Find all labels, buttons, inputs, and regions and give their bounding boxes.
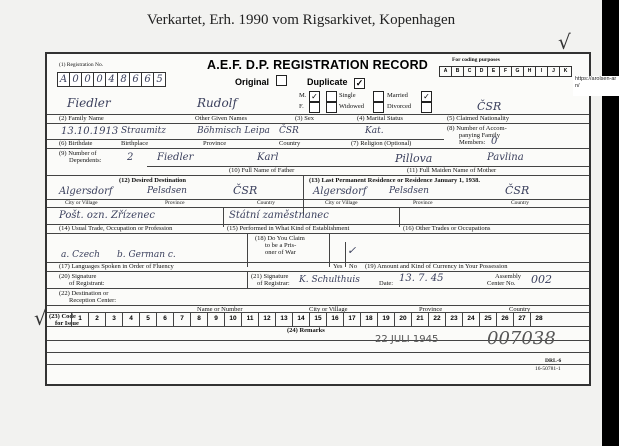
widowed-checkbox xyxy=(326,102,337,113)
single-checkbox xyxy=(326,91,337,102)
coding-letter: A xyxy=(439,66,451,77)
father-label: (10) Full Name of Father xyxy=(229,167,295,174)
sex-f-label: F. xyxy=(299,103,304,110)
dependents-label: (9) Number of xyxy=(59,150,97,157)
nationality-value: ČSR xyxy=(477,100,502,113)
family-name-value: Fiedler xyxy=(67,96,111,110)
registration-card xyxy=(45,52,591,386)
date-value: 13. 7. 45 xyxy=(399,273,444,284)
reg-no-char: 6 xyxy=(129,72,141,87)
given-name-value: Rudolf xyxy=(197,96,237,110)
code-box: 1 xyxy=(71,312,88,326)
province-label: Province xyxy=(203,140,227,147)
duplicate-checkbox: ✓ xyxy=(355,78,364,88)
accomp-label-3: Members: xyxy=(459,139,486,146)
birthplace-value: Straumitz xyxy=(121,126,167,136)
dependents-label-2: Dependents: xyxy=(69,157,102,164)
code-box: 3 xyxy=(105,312,122,326)
date-label: Date: xyxy=(379,280,394,287)
language-b-value: b. German c. xyxy=(117,250,176,260)
code-box: 20 xyxy=(394,312,411,326)
coding-letter: J xyxy=(547,66,559,77)
side-url-tooltip: https://arolsen-ar n/ xyxy=(573,76,619,96)
family-name-label: (2) Family Name xyxy=(59,115,104,122)
trade-value: Pošt. ozn. Zřízenec xyxy=(59,210,156,221)
last-country-label: Country xyxy=(511,200,530,206)
currency-label: (19) Amount and Kind of Currency in Your Possession xyxy=(365,263,508,270)
reg-no-char: 5 xyxy=(153,72,166,87)
city-village-label: City or Village xyxy=(309,306,348,313)
performed-label: (15) Performed in What Kind of Establishment xyxy=(227,225,350,232)
sex-m-label: M. xyxy=(299,92,307,99)
registrar-signature: K. Schulthuis xyxy=(299,275,360,285)
form-number: 16-50781-1 xyxy=(535,366,561,372)
single-label: Single xyxy=(339,92,356,99)
other-trades-label: (16) Other Trades or Occupations xyxy=(403,225,491,232)
coding-letter: C xyxy=(463,66,475,77)
rule xyxy=(47,148,589,149)
code-box: 21 xyxy=(411,312,428,326)
religion-value: Kat. xyxy=(365,126,384,136)
reg-no-char: 6 xyxy=(141,72,153,87)
widowed-label: Widowed xyxy=(339,103,365,110)
last-city-label: City or Village xyxy=(325,200,358,206)
code-box: 9 xyxy=(207,312,224,326)
coding-label: For coding purposes xyxy=(452,57,500,63)
remarks-label: (24) Remarks xyxy=(287,327,325,334)
divorced-checkbox xyxy=(421,102,432,113)
pow-no-label: No xyxy=(349,263,357,270)
reg-no-char: 4 xyxy=(105,72,117,87)
divorced-label: Divorced xyxy=(387,103,412,110)
rule xyxy=(247,271,248,288)
reg-no-char: 8 xyxy=(117,72,129,87)
center-value: 002 xyxy=(531,273,552,286)
code-box: 6 xyxy=(156,312,173,326)
receipt-stamp-date: 22 JULI 1945 xyxy=(375,334,439,345)
rule xyxy=(47,352,589,353)
code-box: 7 xyxy=(173,312,190,326)
coding-letter: K xyxy=(559,66,572,77)
code-box: 15 xyxy=(309,312,326,326)
code-box: 13 xyxy=(275,312,292,326)
province-value: Böhmisch Leipa xyxy=(197,126,270,136)
reception-label: Reception Center: xyxy=(69,297,117,304)
pow-check-mark: ✓ xyxy=(347,244,357,257)
code-box: 4 xyxy=(122,312,139,326)
last-country-value: ČSR xyxy=(505,184,530,197)
rule xyxy=(147,166,589,167)
form-title: A.E.F. D.P. REGISTRATION RECORD xyxy=(207,58,429,72)
sig-registrar-label: (21) Signature xyxy=(251,273,289,280)
province-label-2: Province xyxy=(419,306,443,313)
code-box: 17 xyxy=(343,312,360,326)
code-box: 27 xyxy=(513,312,530,326)
sex-f-checkbox xyxy=(309,102,320,113)
code-boxes xyxy=(71,312,547,326)
mother-given-value: Pavlina xyxy=(487,152,524,163)
sex-m-checkbox: ✓ xyxy=(309,91,320,102)
married-checkbox: ✓ xyxy=(421,91,432,102)
last-residence-label: (13) Last Permanent Residence or Residence January 1, 1938. xyxy=(309,177,481,184)
birthdate-value: 13.10.1913 xyxy=(61,126,119,137)
reg-no-label: (1) Registration No. xyxy=(59,62,104,68)
sex-label: (3) Sex xyxy=(295,115,314,122)
coding-letter: E xyxy=(487,66,499,77)
birthplace-label: Birthplace xyxy=(121,140,149,147)
desired-destination-label: (12) Desired Destination xyxy=(119,177,187,184)
married-box-placeholder xyxy=(373,91,384,102)
drl-label: DRL-6 xyxy=(545,358,562,364)
father-given-value: Karl xyxy=(257,152,279,163)
assembly-label: Assembly xyxy=(495,273,521,280)
mother-name-value: Pillova xyxy=(395,152,433,165)
reg-no-boxes xyxy=(57,72,166,87)
sig-registrant-label-2: of Registrant: xyxy=(69,280,105,287)
codes-label: (23) Code xyxy=(49,313,76,320)
sig-registrant-label: (20) Signature xyxy=(59,273,97,280)
code-box: 2 xyxy=(88,312,105,326)
code-box: 10 xyxy=(224,312,241,326)
reg-no-char: A xyxy=(57,72,69,87)
coding-boxes xyxy=(439,66,572,77)
code-box: 24 xyxy=(462,312,479,326)
coding-letter: G xyxy=(511,66,523,77)
margin-check-mark: √ xyxy=(34,306,47,330)
pow-label: (18) Do You Claim xyxy=(255,235,305,242)
accomp-label-2: panying Family xyxy=(459,132,500,139)
performed-value: Státní zaměstnanec xyxy=(229,210,329,221)
original-checkbox xyxy=(276,75,287,86)
corner-check-mark: √ xyxy=(558,30,571,54)
divorced-box-placeholder xyxy=(373,102,384,113)
accomp-value: 0 xyxy=(491,136,498,147)
pow-label-3: oner of War xyxy=(265,249,296,256)
coding-letter: I xyxy=(535,66,547,77)
reg-no-char: 0 xyxy=(93,72,105,87)
country-value: ČSR xyxy=(279,126,299,136)
dest-city-label: City or Village xyxy=(65,200,98,206)
rule xyxy=(47,364,589,365)
dest-country-label: Country xyxy=(257,200,276,206)
sig-registrar-label-2: of Registrar: xyxy=(257,280,290,287)
coding-letter: D xyxy=(475,66,487,77)
original-duplicate xyxy=(235,74,365,88)
dest-city-value: Algersdorf xyxy=(59,186,113,197)
coding-letter: B xyxy=(451,66,463,77)
accomp-label: (8) Number of Accom- xyxy=(447,125,507,132)
pow-label-2: to be a Pris- xyxy=(265,242,297,249)
center-label: Center No. xyxy=(487,280,516,287)
name-number-label: Name or Number xyxy=(197,306,243,313)
reg-no-char: 0 xyxy=(81,72,93,87)
last-province-value: Pelsdsen xyxy=(389,186,429,196)
mother-label: (11) Full Maiden Name of Mother xyxy=(407,167,497,174)
code-box: 22 xyxy=(428,312,445,326)
rule xyxy=(303,175,304,215)
archive-header: Verkartet, Erh. 1990 vom Rigsarkivet, Kopenhagen xyxy=(146,12,456,28)
original-label: Original xyxy=(235,77,270,87)
code-box: 12 xyxy=(258,312,275,326)
code-box: 28 xyxy=(530,312,547,326)
receipt-stamp-number: 007038 xyxy=(487,328,556,349)
reg-no-char: 0 xyxy=(69,72,81,87)
rule xyxy=(47,207,589,208)
rule xyxy=(47,288,589,289)
country-label: Country xyxy=(279,140,301,147)
birthdate-label: (6) Birthdate xyxy=(59,140,93,147)
codes-label-2: for Issue xyxy=(55,320,79,327)
marital-label: (4) Marital Status xyxy=(357,115,403,122)
code-box: 25 xyxy=(479,312,496,326)
code-box: 19 xyxy=(377,312,394,326)
code-box: 14 xyxy=(292,312,309,326)
language-a-value: a. Czech xyxy=(61,250,100,260)
married-label: Married xyxy=(387,92,408,99)
dependents-value: 2 xyxy=(127,152,134,163)
rule xyxy=(47,271,589,272)
father-name-value: Fiedler xyxy=(157,152,194,163)
code-box: 26 xyxy=(496,312,513,326)
rule xyxy=(47,199,589,200)
code-box: 5 xyxy=(139,312,156,326)
nationality-label: (5) Claimed Nationality xyxy=(447,115,510,122)
dest-province-value: Pelsdsen xyxy=(147,186,187,196)
code-box: 11 xyxy=(241,312,258,326)
country-label-2: Country xyxy=(509,306,531,313)
rule xyxy=(345,242,346,267)
rule xyxy=(47,233,589,234)
code-box: 16 xyxy=(326,312,343,326)
rule xyxy=(47,123,589,124)
code-box: 23 xyxy=(445,312,462,326)
religion-label: (7) Religion (Optional) xyxy=(351,140,412,147)
destination-label: (22) Destination or xyxy=(59,290,109,297)
code-box: 18 xyxy=(360,312,377,326)
dest-country-value: ČSR xyxy=(233,184,258,197)
given-names-label: Other Given Names xyxy=(195,115,247,122)
coding-letter: H xyxy=(523,66,535,77)
last-city-value: Algersdorf xyxy=(313,186,367,197)
languages-label: (17) Languages Spoken in Order of Fluency xyxy=(59,263,174,270)
coding-letter: F xyxy=(499,66,511,77)
rule xyxy=(47,175,589,176)
code-box: 8 xyxy=(190,312,207,326)
last-province-label: Province xyxy=(413,200,433,206)
dest-province-label: Province xyxy=(165,200,185,206)
trade-label: (14) Usual Trade, Occupation or Profession xyxy=(59,225,173,232)
pow-yes-label: Yes xyxy=(333,263,343,270)
duplicate-label: Duplicate xyxy=(307,77,348,87)
